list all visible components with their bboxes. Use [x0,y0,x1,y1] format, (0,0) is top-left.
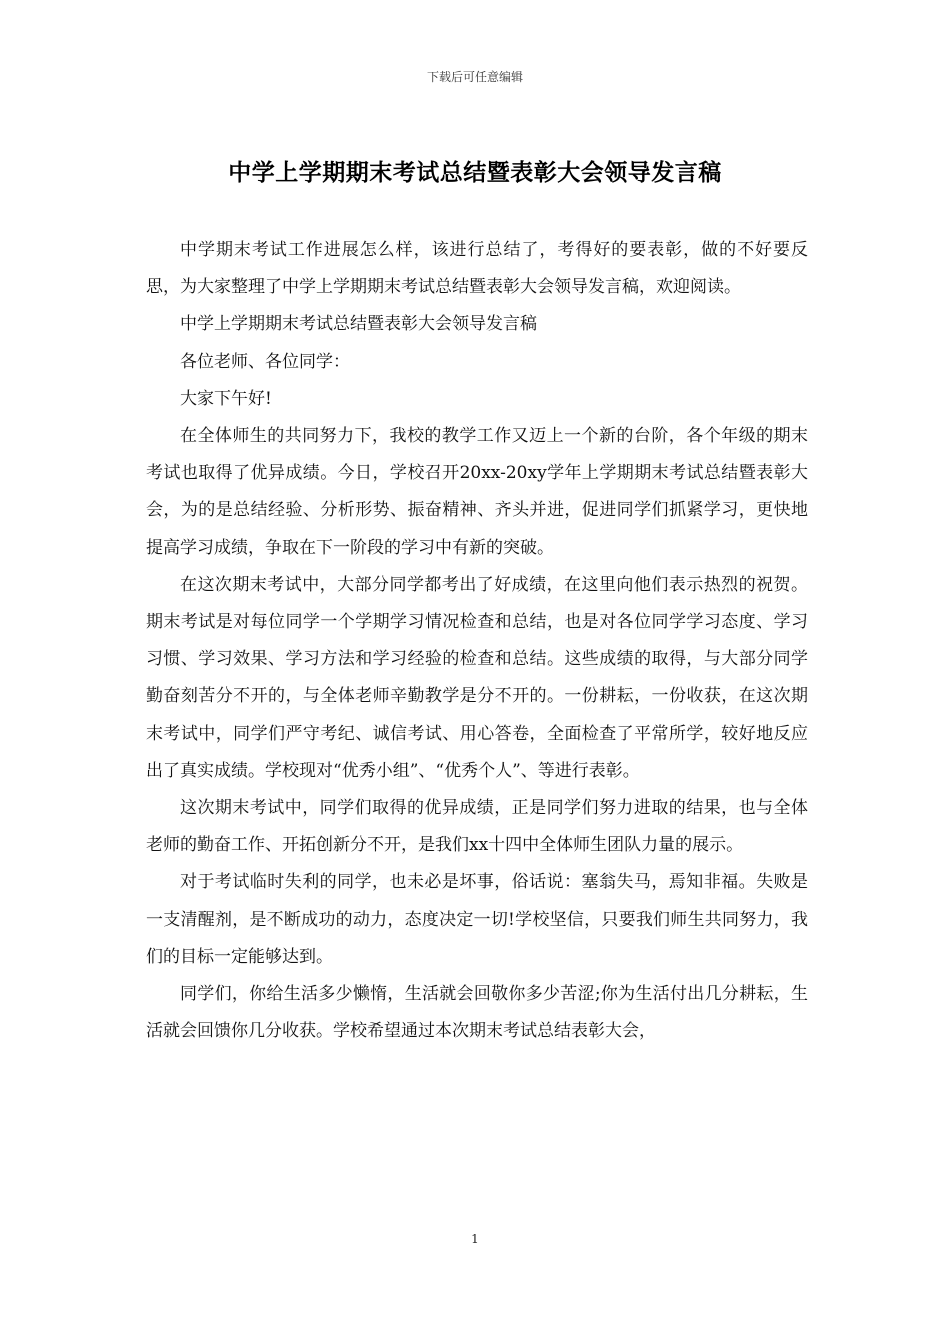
paragraph-body: 同学们，你给生活多少懒惰，生活就会回敬你多少苦涩;你为生活付出几分耕耘，生活就会回馈你几分收获。学校希望通过本次期末考试总结表彰大会， [146,984,808,1042]
paragraph-body: 这次期末考试中，同学们取得的优异成绩，正是同学们努力进取的结果，也与全体老师的勤奋工作、开拓创新分不开，是我们xx十四中全体师生团队力量的展示。 [146,798,808,856]
page-number: 1 [471,1232,479,1246]
paragraph-body: 在全体师生的共同努力下，我校的教学工作又迈上一个新的台阶，各个年级的期末考试也取得了优异成绩。今日，学校召开20xx-20xy学年上学期期末考试总结暨表彰大会，为的是总结经验、分析形势、振奋精神、齐头并进，促进同学们抓紧学习，更快地提高学习成绩，争取在下一阶段的学习中有新的突破。 [146,426,808,558]
paragraph-greeting: 大家下午好! [180,388,272,409]
paragraph-body: 在这次期末考试中，大部分同学都考出了好成绩，在这里向他们表示热烈的祝贺。期末考试是对每位同学一个学期学习情况检查和总结，也是对各位同学学习态度、学习习惯、学习效果、学习方法和学习经验的检查和总结。这些成绩的取得，与大部分同学勤奋刻苦分不开的，与全体老师辛勤教学是分不开的。一份耕耘，一份收获，在这次期末考试中，同学们严守考纪、诚信考试、用心答卷，全面检查了平常所学，较好地反应出了真实成绩。学校现对“优秀小组”、“优秀个人”、等进行表彰。 [146,574,808,781]
paragraph-salutation: 各位老师、各位同学： [180,351,350,372]
document-title: 中学上学期期末考试总结暨表彰大会领导发言稿 [228,160,722,186]
document-body [146,232,808,1050]
paragraph-intro: 中学期末考试工作进展怎么样，该进行总结了，考得好的要表彰，做的不好要反思，为大家整理了中学上学期期末考试总结暨表彰大会领导发言稿，欢迎阅读。 [146,240,808,298]
paragraph-body: 对于考试临时失利的同学，也未必是坏事，俗话说：塞翁失马，焉知非福。失败是一支清醒剂，是不断成功的动力，态度决定一切!学校坚信，只要我们师生共同努力，我们的目标一定能够达到。 [146,872,808,967]
paragraph-subtitle: 中学上学期期末考试总结暨表彰大会领导发言稿 [180,314,537,335]
header-note: 下载后可任意编辑 [426,70,523,84]
